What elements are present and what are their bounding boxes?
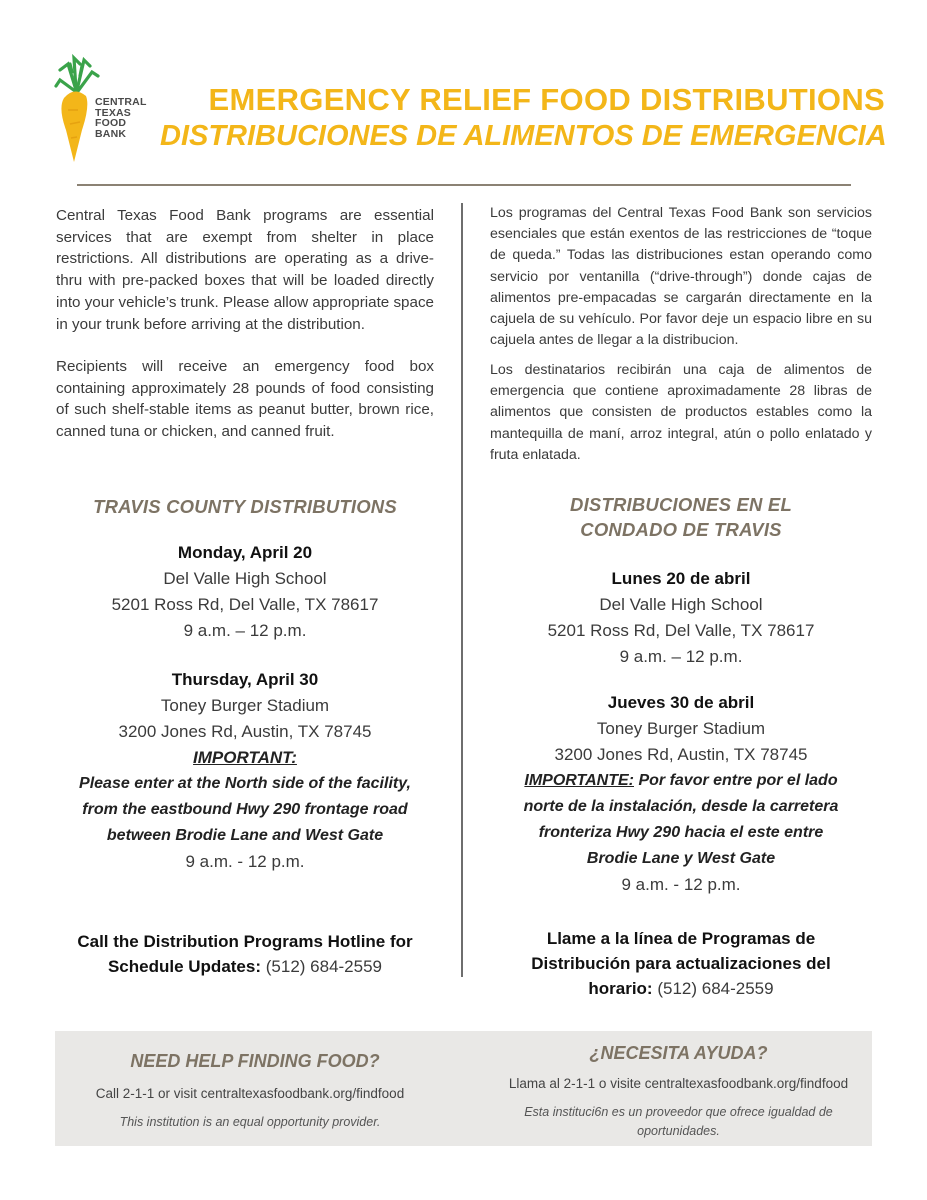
important-line: Please enter at the North side of the facility, <box>79 775 411 792</box>
hotline-number[interactable]: (512) 684-2559 <box>265 957 383 976</box>
english-recipients-paragraph: Recipients will receive an emergency food box containing approximately 28 pounds of food consisting of such shelf-stable items as peanut butter, brown rice, canned tuna or chicken, and canned fruit. <box>56 358 434 441</box>
english-event-thursday <box>40 667 450 875</box>
spanish-hotline <box>474 926 888 1001</box>
footer-english-note: This institution is an equal opportunity provider. <box>119 1115 381 1129</box>
note-line: Esta instituci6n es un proveedor que ofrece igualdad de <box>524 1105 833 1119</box>
event-day: Jueves 30 de abril <box>607 693 755 712</box>
hotline-line: Llame a la línea de Programas de <box>546 929 816 948</box>
spanish-event-jueves <box>474 690 888 898</box>
footer-spanish-text[interactable]: Llama al 2-1-1 o visite centraltexasfoodbank.org/findfood <box>508 1076 849 1091</box>
important-label: IMPORTANTE: <box>524 772 634 789</box>
event-time: 9 a.m. - 12 p.m. <box>185 852 305 871</box>
spanish-event-lunes <box>490 566 872 670</box>
english-intro-paragraph: Central Texas Food Bank programs are essential services that are exempt from shelter in place restrictions. All distributions are operating as a drive-thru with pre-packed boxes that will be loaded directly into your vehicle’s trunk. Please allow appropriate space in your trunk before arriving at the distribution. <box>56 207 434 333</box>
english-hotline <box>40 929 450 979</box>
footer-english-text[interactable]: Call 2-1-1 or visit centraltexasfoodbank.org/findfood <box>95 1086 405 1101</box>
logo-line-central: CENTRAL <box>95 96 147 108</box>
important-rest: Por favor entre por el lado <box>634 772 838 789</box>
section-title-line: DISTRIBUCIONES EN EL <box>570 494 792 515</box>
logo-line-bank: BANK <box>95 127 127 140</box>
hotline-label: Schedule Updates: <box>107 957 262 976</box>
hotline-line-3 <box>474 976 888 1001</box>
logo-wordmark <box>95 97 147 139</box>
event-place: Toney Burger Stadium <box>596 719 766 738</box>
column-divider <box>461 203 463 977</box>
event-address: 5201 Ross Rd, Del Valle, TX 78617 <box>111 595 379 614</box>
logo-line-texas: TEXAS <box>95 106 132 119</box>
event-day: Monday, April 20 <box>177 543 313 562</box>
hotline-line-2 <box>40 954 450 979</box>
important-line: Brodie Lane y West Gate <box>586 850 776 867</box>
spanish-recipients-paragraph: Los destinatarios recibirán una caja de alimentos de emergencia que contiene aproximadamente 28 libras de alimentos que consisten de productos estables como la mantequilla de maní, arroz integral, atún o pollo enlatado y fruta enlatada. <box>490 362 872 463</box>
english-section-title: TRAVIS COUNTY DISTRIBUTIONS <box>93 496 397 517</box>
header-divider <box>77 184 851 186</box>
section-title-line: CONDADO DE TRAVIS <box>580 519 782 540</box>
page-title-english: EMERGENCY RELIEF FOOD DISTRIBUTIONS <box>208 82 885 117</box>
event-day: Lunes 20 de abril <box>611 569 751 588</box>
hotline-number[interactable]: (512) 684-2559 <box>657 979 774 998</box>
spanish-intro-paragraph: Los programas del Central Texas Food Bank son servicios esenciales que están exentos de las restricciones de “toque de queda.” Todas las distribuciones estan operando como servicio por ventanilla (“drive-through”) donde cajas de alimentos pre-empacadas se cargarán directamente en la cajuela de su vehículo. Por favor deje un espacio libre en su cajuela antes de llegar a la distribucion. <box>490 205 872 349</box>
event-time: 9 a.m. – 12 p.m. <box>619 647 743 666</box>
event-address: 3200 Jones Rd, Austin, TX 78745 <box>554 745 808 764</box>
event-address: 3200 Jones Rd, Austin, TX 78745 <box>118 722 372 741</box>
event-place: Del Valle High School <box>163 569 327 588</box>
important-label: IMPORTANT: <box>193 748 297 767</box>
event-time: 9 a.m. – 12 p.m. <box>183 621 307 640</box>
hotline-line: Distribución para actualizaciones del <box>531 954 831 973</box>
important-line: norte de la instalación, desde la carretera <box>523 798 839 815</box>
important-line: between Brodie Lane and West Gate <box>106 827 384 844</box>
footer-spanish-title: ¿NECESITA AYUDA? <box>589 1043 768 1063</box>
event-time: 9 a.m. - 12 p.m. <box>621 875 741 894</box>
important-line: fronteriza Hwy 290 hacia el este entre <box>538 824 824 841</box>
page-title-spanish: DISTRIBUCIONES DE ALIMENTOS DE EMERGENCIA <box>160 120 887 152</box>
footer-help-box <box>55 1031 872 1146</box>
event-place: Del Valle High School <box>599 595 763 614</box>
event-place: Toney Burger Stadium <box>160 696 330 715</box>
important-line: from the eastbound Hwy 290 frontage road <box>82 801 408 818</box>
hotline-label: horario: <box>588 979 653 998</box>
footer-spanish-note <box>485 1103 872 1141</box>
important-line-first <box>474 768 888 794</box>
footer-english-title: NEED HELP FINDING FOOD? <box>130 1051 380 1071</box>
hotline-line: Call the Distribution Programs Hotline for <box>77 932 413 951</box>
event-address: 5201 Ross Rd, Del Valle, TX 78617 <box>547 621 815 640</box>
english-event-monday <box>56 540 434 644</box>
event-day: Thursday, April 30 <box>171 670 319 689</box>
logo-line-food: FOOD <box>95 117 127 129</box>
note-line: oportunidades. <box>637 1124 720 1138</box>
spanish-section-title <box>490 492 872 542</box>
